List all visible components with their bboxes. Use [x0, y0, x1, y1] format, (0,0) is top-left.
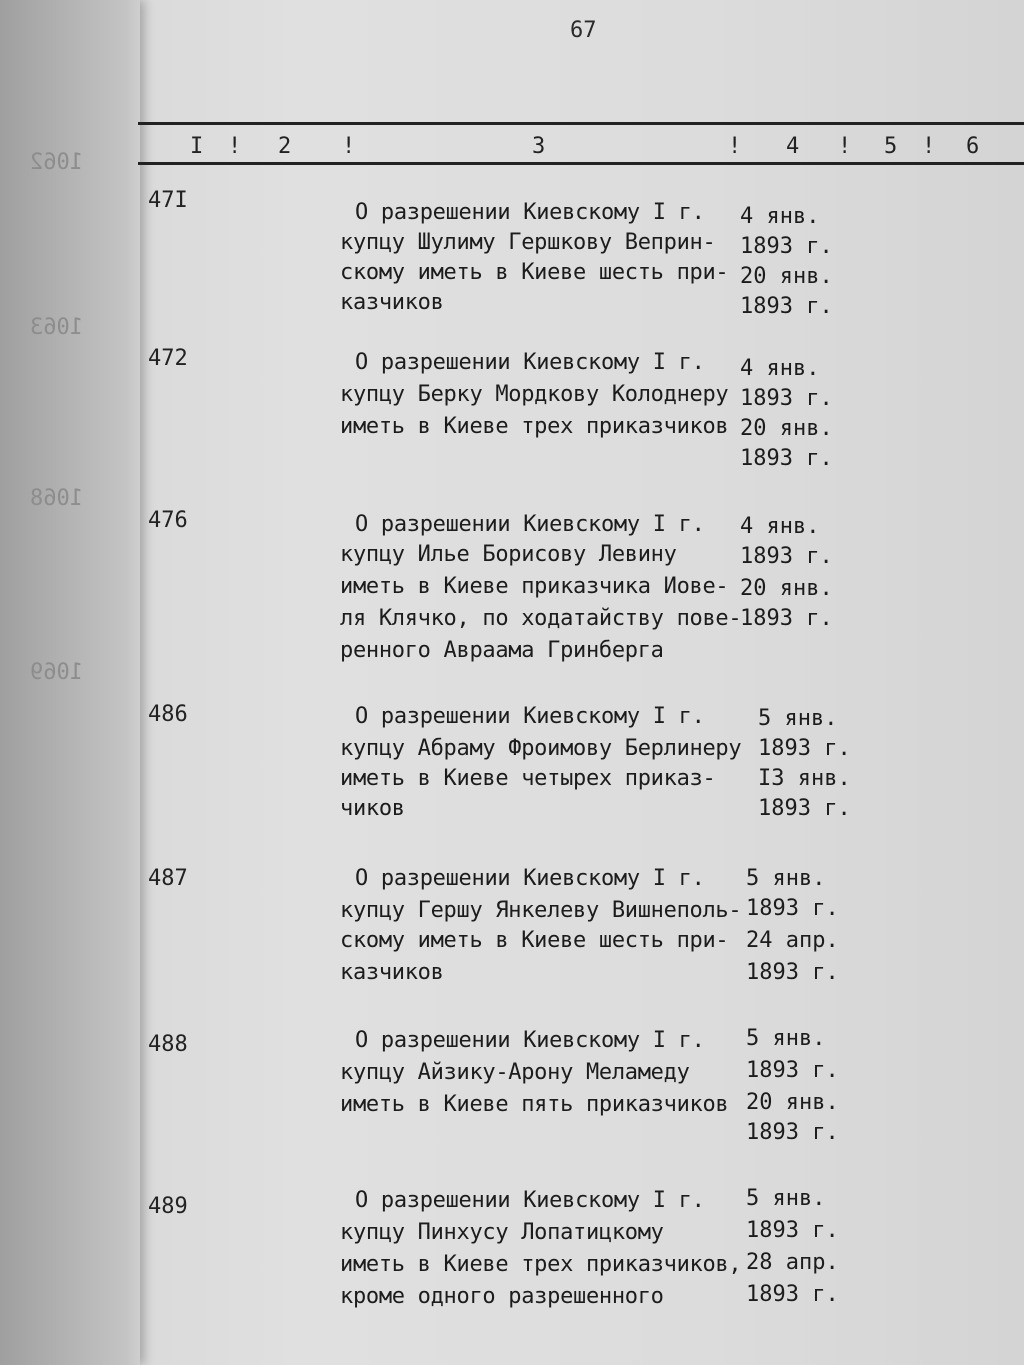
- record-date: 4 янв.: [740, 356, 820, 381]
- record-date: 1893 г.: [746, 1282, 839, 1307]
- record-date: 20 янв.: [740, 416, 833, 441]
- column-header-2: 2: [278, 134, 292, 159]
- column-header-5: 5: [884, 134, 898, 159]
- record-text-line: О разрешении Киевскому I г.: [355, 1188, 705, 1213]
- record-text-line: чиков: [340, 796, 405, 821]
- record-date: 1893 г.: [746, 1120, 839, 1145]
- record-date: 20 янв.: [740, 576, 833, 601]
- record-number: 476: [148, 508, 188, 533]
- record-text-line: купцу Абраму Фроимову Берлинеру: [340, 736, 742, 761]
- record-date: 1893 г.: [746, 896, 839, 921]
- column-header-4: 4: [786, 134, 800, 159]
- column-header-1: I: [190, 134, 204, 159]
- record-text-line: купцу Пинхусу Лопатицкому: [340, 1220, 664, 1245]
- record-date: 1893 г.: [758, 736, 851, 761]
- column-header-6: 6: [966, 134, 980, 159]
- record-text-line: кроме одного разрешенного: [340, 1284, 664, 1309]
- column-separator: !: [728, 134, 742, 159]
- table-header-top-rule: [138, 122, 1024, 125]
- record-date: 1893 г.: [740, 606, 833, 631]
- table-header-bottom-rule: [138, 162, 1024, 165]
- record-text-line: купцу Шулиму Гершкову Веприн-: [340, 230, 716, 255]
- record-date: 4 янв.: [740, 514, 820, 539]
- bleed-through-number: 1069: [30, 660, 83, 685]
- record-date: 5 янв.: [758, 706, 838, 731]
- record-text-line: О разрешении Киевскому I г.: [355, 350, 705, 375]
- column-header-3: 3: [532, 134, 546, 159]
- record-text-line: казчиков: [340, 960, 444, 985]
- record-date: 5 янв.: [746, 1186, 826, 1211]
- record-date: 24 апр.: [746, 928, 839, 953]
- record-date: 1893 г.: [740, 446, 833, 471]
- record-text-line: ля Клячко, по ходатайству пове-: [340, 606, 742, 631]
- record-text-line: О разрешении Киевскому I г.: [355, 704, 705, 729]
- record-date: 1893 г.: [740, 234, 833, 259]
- record-text-line: купцу Айзику-Арону Меламеду: [340, 1060, 690, 1085]
- record-date: 20 янв.: [740, 264, 833, 289]
- record-number: 488: [148, 1032, 188, 1057]
- record-number: 47I: [148, 188, 188, 213]
- record-number: 472: [148, 346, 188, 371]
- record-text-line: иметь в Киеве пять приказчиков: [340, 1092, 729, 1117]
- bleed-through-number: 1068: [30, 486, 83, 511]
- record-date: 1893 г.: [740, 544, 833, 569]
- record-date: 1893 г.: [740, 294, 833, 319]
- record-text-line: купцу Берку Мордкову Колоднеру: [340, 382, 729, 407]
- record-number: 487: [148, 866, 188, 891]
- record-date: 1893 г.: [758, 796, 851, 821]
- record-text-line: О разрешении Киевскому I г.: [355, 200, 705, 225]
- record-text-line: скому иметь в Киеве шесть при-: [340, 928, 729, 953]
- record-date: 4 янв.: [740, 204, 820, 229]
- column-separator: !: [342, 134, 356, 159]
- column-separator: !: [922, 134, 936, 159]
- record-number: 486: [148, 702, 188, 727]
- record-text-line: купцу Гершу Янкелеву Вишнеполь-: [340, 898, 742, 923]
- record-date: I3 янв.: [758, 766, 851, 791]
- bleed-through-number: 1063: [30, 315, 83, 340]
- record-date: 20 янв.: [746, 1090, 839, 1115]
- column-separator: !: [228, 134, 242, 159]
- record-number: 489: [148, 1194, 188, 1219]
- record-date: 1893 г.: [746, 960, 839, 985]
- record-text-line: иметь в Киеве приказчика Иове-: [340, 574, 729, 599]
- page-number: 67: [570, 18, 597, 43]
- record-text-line: скому иметь в Киеве шесть при-: [340, 260, 729, 285]
- record-date: 5 янв.: [746, 1026, 826, 1051]
- record-text-line: ренного Авраама Гринберга: [340, 638, 664, 663]
- record-text-line: О разрешении Киевскому I г.: [355, 512, 705, 537]
- column-separator: !: [838, 134, 852, 159]
- record-date: 1893 г.: [740, 386, 833, 411]
- record-date: 28 апр.: [746, 1250, 839, 1275]
- record-text-line: иметь в Киеве трех приказчиков,: [340, 1252, 742, 1277]
- record-date: 1893 г.: [746, 1218, 839, 1243]
- record-text-line: иметь в Киеве четырех приказ-: [340, 766, 716, 791]
- record-text-line: купцу Илье Борисову Левину: [340, 542, 677, 567]
- record-date: 5 янв.: [746, 866, 826, 891]
- record-date: 1893 г.: [746, 1058, 839, 1083]
- record-text-line: О разрешении Киевскому I г.: [355, 1028, 705, 1053]
- record-text-line: О разрешении Киевскому I г.: [355, 866, 705, 891]
- record-text-line: иметь в Киеве трех приказчиков: [340, 414, 729, 439]
- record-text-line: казчиков: [340, 290, 444, 315]
- bleed-through-number: 1062: [30, 150, 83, 175]
